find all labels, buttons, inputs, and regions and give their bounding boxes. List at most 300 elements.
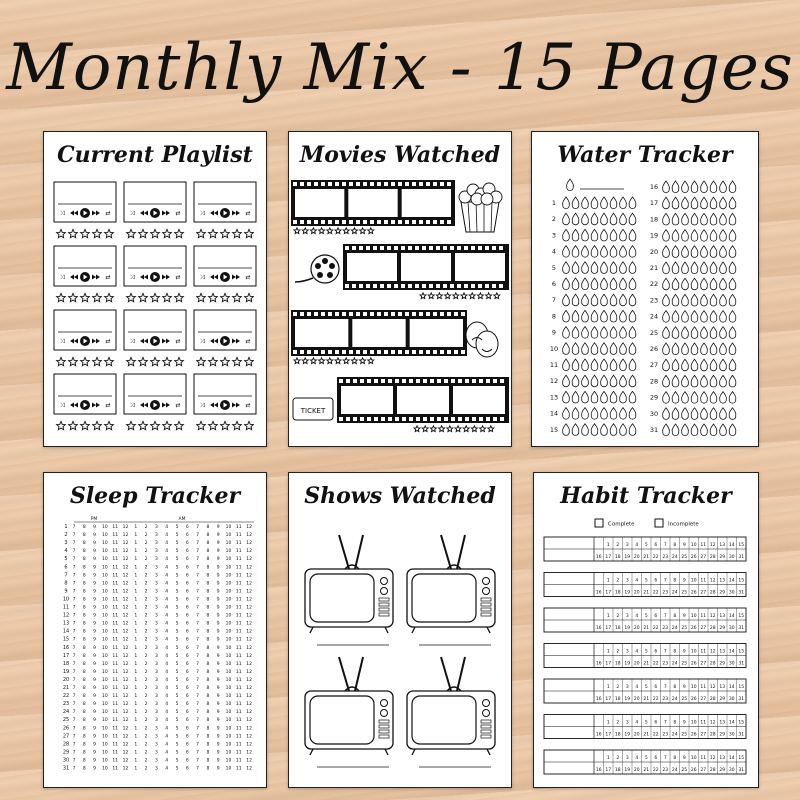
star-icon — [477, 293, 483, 299]
hour-label: 10 — [225, 710, 232, 716]
hour-label: 8 — [206, 589, 210, 595]
film-hole — [293, 312, 297, 316]
film-hole — [415, 284, 419, 288]
film-frame — [453, 386, 505, 414]
water-drop-icon — [691, 278, 698, 290]
film-hole — [464, 246, 468, 250]
complete-checkbox — [595, 519, 603, 527]
hour-label: 1 — [134, 589, 138, 595]
hour-label: 7 — [196, 661, 200, 667]
water-drop-icon — [601, 213, 608, 225]
hour-label: 10 — [225, 589, 232, 595]
water-drop-icon — [729, 424, 736, 436]
hour-label: 9 — [93, 605, 97, 611]
hour-label: 12 — [122, 734, 129, 740]
water-drop-icon — [620, 197, 627, 209]
star-icon — [175, 229, 184, 237]
water-drop-icon — [682, 181, 689, 193]
star-icon — [197, 229, 206, 237]
hour-label: 11 — [112, 565, 119, 571]
page-title: Water Tracker — [557, 142, 733, 168]
hour-label: 9 — [216, 565, 220, 571]
day-number: 12 — [709, 756, 716, 761]
day-number: 20 — [633, 661, 640, 667]
hour-label: 1 — [134, 565, 138, 571]
star-icon — [480, 426, 486, 432]
water-drop-icon — [620, 262, 627, 274]
day-number: 26 — [690, 661, 697, 667]
day-number: 19 — [62, 668, 70, 675]
day-number: 11 — [700, 649, 707, 655]
water-drop-icon — [701, 262, 708, 274]
page-current-playlist — [43, 131, 267, 447]
day-number: 25 — [681, 590, 688, 596]
hour-label: 3 — [154, 766, 158, 772]
day-number: 13 — [62, 620, 70, 627]
hour-label: 7 — [196, 653, 200, 659]
day-number: 7 — [663, 578, 667, 584]
star-icon — [139, 357, 148, 365]
hour-label: 11 — [112, 637, 119, 643]
tv-leg — [487, 627, 490, 633]
hour-label: 11 — [112, 621, 119, 627]
film-hole — [363, 182, 367, 186]
film-hole — [493, 379, 497, 383]
star-icon — [163, 357, 172, 365]
water-drop-icon — [729, 327, 736, 339]
water-drop-icon — [672, 213, 679, 225]
repeat-icon: ⇄ — [245, 274, 251, 281]
star-icon — [245, 229, 254, 237]
hour-label: 12 — [246, 557, 252, 563]
hour-label: 6 — [185, 645, 189, 651]
film-hole — [429, 284, 433, 288]
film-hole — [402, 417, 406, 421]
star-icon — [488, 426, 494, 432]
hour-label: 11 — [112, 597, 119, 603]
hour-label: 6 — [185, 589, 189, 595]
water-drop-icon — [682, 197, 689, 209]
hour-label: 12 — [122, 686, 129, 691]
hour-label: 9 — [93, 750, 97, 756]
water-drop-icon — [591, 262, 598, 274]
star-icon — [221, 357, 230, 365]
water-drop-icon — [610, 343, 617, 355]
film-hole — [307, 182, 311, 186]
water-drop-icon — [701, 375, 708, 387]
film-hole — [356, 220, 360, 224]
hour-label: 7 — [72, 573, 76, 579]
star-icon — [93, 293, 102, 301]
film-frame — [341, 386, 393, 414]
hour-label: 6 — [185, 653, 189, 659]
water-drop-icon — [682, 343, 689, 355]
star-icon — [343, 228, 349, 234]
film-hole — [486, 417, 490, 421]
water-drop-icon — [582, 213, 589, 225]
day-number: 31 — [738, 590, 745, 596]
water-drop-icon — [620, 310, 627, 322]
water-drop-icon — [729, 197, 736, 209]
hour-label: 7 — [72, 637, 76, 643]
day-number: 28 — [709, 732, 716, 738]
hour-label: 10 — [102, 653, 108, 659]
day-number: 23 — [662, 626, 669, 631]
film-hole — [426, 220, 430, 224]
hour-label: 2 — [144, 605, 148, 611]
water-drop-icon — [582, 246, 589, 258]
day-number: 13 — [549, 393, 559, 402]
film-hole — [349, 350, 353, 354]
page-title: Movies Watched — [299, 142, 501, 168]
day-number: 27 — [62, 733, 70, 740]
day-number: 21 — [649, 264, 659, 272]
hour-label: 2 — [144, 710, 148, 716]
hour-label: 3 — [154, 669, 158, 675]
day-number: 24 — [671, 697, 678, 702]
hour-label: 12 — [246, 758, 252, 764]
day-number: 29 — [719, 626, 726, 631]
film-frame — [352, 319, 405, 347]
shuffle-icon: ⤨ — [129, 274, 135, 281]
shuffle-icon: ⤨ — [59, 338, 65, 345]
hour-label: 7 — [196, 621, 200, 627]
hour-label: 12 — [122, 533, 129, 539]
film-hole — [419, 350, 423, 354]
day-number: 8 — [673, 685, 677, 690]
day-number: 18 — [614, 555, 621, 560]
hour-label: 8 — [82, 669, 86, 675]
film-hole — [342, 350, 346, 354]
hour-label: 11 — [235, 621, 242, 627]
film-hole — [381, 417, 385, 421]
day-number: 6 — [654, 649, 658, 655]
day-number: 14 — [728, 685, 735, 690]
hour-label: 10 — [225, 565, 232, 571]
hour-label: 12 — [122, 589, 129, 595]
day-number: 14 — [728, 578, 735, 584]
hour-label: 7 — [72, 702, 76, 708]
water-drop-icon — [729, 230, 736, 242]
day-number: 24 — [671, 626, 678, 631]
hour-label: 4 — [165, 758, 169, 764]
hour-label: 5 — [175, 549, 179, 555]
star-icon — [360, 358, 366, 364]
day-number: 15 — [738, 649, 745, 655]
film-hole — [359, 246, 363, 250]
water-drop-icon — [620, 391, 627, 403]
star-icon — [209, 421, 218, 429]
water-drop-icon — [591, 229, 598, 241]
hour-label: 5 — [175, 726, 179, 732]
film-hole — [398, 350, 402, 354]
repeat-icon: ⇄ — [175, 338, 181, 345]
hour-label: 10 — [102, 629, 108, 635]
tv-set-grid — [289, 473, 511, 787]
day-number: 10 — [690, 756, 697, 761]
repeat-icon: ⇄ — [175, 402, 181, 409]
hour-label: 6 — [185, 694, 189, 700]
water-drop-icon — [710, 424, 717, 436]
hour-label: 6 — [185, 605, 189, 611]
hour-label: 2 — [144, 533, 148, 539]
page-shows-watched — [288, 472, 512, 788]
star-icon — [209, 357, 218, 365]
hour-label: 12 — [122, 766, 129, 772]
day-number: 24 — [671, 732, 678, 738]
day-number: 28 — [649, 377, 659, 386]
hour-label: 12 — [246, 694, 252, 700]
day-number: 15 — [738, 543, 745, 548]
day-number: 26 — [62, 725, 70, 732]
star-icon — [127, 357, 136, 365]
film-hole — [423, 417, 427, 421]
film-hole — [384, 220, 388, 224]
hour-label: 3 — [154, 694, 158, 700]
water-drop-icon — [582, 391, 589, 403]
water-drop-icon — [663, 294, 670, 306]
day-number: 14 — [728, 756, 735, 761]
hour-label: 5 — [175, 686, 179, 691]
hour-label: 12 — [122, 758, 129, 764]
hour-label: 6 — [185, 766, 189, 772]
water-drop-icon — [601, 343, 608, 355]
day-number: 18 — [649, 215, 659, 224]
hour-label: 9 — [216, 581, 220, 587]
hour-label: 5 — [175, 750, 179, 756]
hour-label: 11 — [235, 645, 242, 651]
hour-label: 5 — [175, 621, 179, 627]
film-hole — [461, 350, 465, 354]
hour-label: 6 — [185, 533, 189, 539]
star-icon — [319, 228, 325, 234]
hour-label: 9 — [216, 637, 220, 643]
hour-label: 8 — [206, 750, 210, 756]
hour-label: 7 — [72, 557, 76, 563]
hour-label: 12 — [246, 750, 252, 756]
hour-label: 12 — [122, 645, 129, 651]
hour-label: 10 — [225, 549, 232, 555]
day-number: 7 — [663, 685, 667, 690]
hour-label: 1 — [134, 718, 138, 724]
water-drop-icon — [582, 359, 589, 371]
day-number: 15 — [738, 685, 745, 690]
water-drop-icon — [672, 230, 679, 242]
day-number: 10 — [690, 649, 697, 655]
day-number: 22 — [62, 693, 70, 700]
star-icon — [302, 358, 308, 364]
star-icon — [221, 421, 230, 429]
hour-label: 10 — [102, 597, 108, 603]
hour-label: 8 — [82, 742, 86, 748]
hour-label: 3 — [154, 533, 158, 539]
day-number: 23 — [662, 661, 669, 667]
hour-label: 7 — [196, 557, 200, 563]
water-drop-icon — [591, 327, 598, 339]
hour-label: 9 — [216, 549, 220, 555]
day-number: 6 — [654, 685, 658, 690]
hour-label: 7 — [72, 677, 76, 683]
film-hole — [429, 246, 433, 250]
water-drop-icon — [663, 181, 670, 193]
water-drop-icon — [710, 278, 717, 290]
water-drop-icon — [663, 359, 670, 371]
shuffle-icon: ⤨ — [199, 338, 205, 345]
hour-label: 9 — [216, 750, 220, 756]
water-drop-icon — [572, 262, 579, 274]
star-icon — [151, 357, 160, 365]
water-drop-icon — [582, 197, 589, 209]
day-number: 10 — [690, 720, 697, 726]
film-hole — [422, 284, 426, 288]
hour-label: 8 — [82, 533, 86, 539]
day-number: 2 — [64, 532, 68, 539]
film-hole — [401, 284, 405, 288]
hour-label: 12 — [246, 605, 252, 611]
hour-label: 2 — [144, 613, 148, 619]
hour-label: 9 — [216, 589, 220, 595]
water-drop-icon — [610, 391, 617, 403]
hour-label: 11 — [235, 758, 242, 764]
water-drop-icon — [572, 327, 579, 339]
hour-label: 10 — [225, 533, 232, 539]
water-drop-icon — [563, 375, 570, 387]
hour-label: 9 — [216, 621, 220, 627]
film-hole — [419, 312, 423, 316]
hour-label: 7 — [72, 669, 76, 675]
film-hole — [377, 182, 381, 186]
tv-speaker — [481, 725, 491, 728]
day-number: 10 — [690, 578, 697, 584]
hour-label: 7 — [72, 549, 76, 555]
day-number: 11 — [700, 720, 707, 726]
water-drop-icon — [591, 310, 598, 322]
film-hole — [461, 312, 465, 316]
hour-label: 8 — [206, 710, 210, 716]
water-drop-icon — [572, 359, 579, 371]
star-icon — [105, 357, 114, 365]
hour-label: 1 — [134, 750, 138, 756]
film-hole — [328, 182, 332, 186]
hour-label: 2 — [144, 597, 148, 603]
water-drop-icon — [710, 262, 717, 274]
day-number: 14 — [728, 543, 735, 548]
hour-label: 12 — [246, 677, 252, 683]
day-number: 23 — [662, 732, 669, 738]
hour-label: 6 — [185, 677, 189, 683]
star-icon — [127, 293, 136, 301]
water-drop-icon — [701, 278, 708, 290]
hour-label: 11 — [112, 629, 119, 635]
day-number: 1 — [606, 649, 610, 655]
hour-label: 8 — [82, 557, 86, 563]
hour-label: 7 — [72, 541, 76, 547]
water-drop-icon — [691, 343, 698, 355]
hour-label: 8 — [206, 742, 210, 748]
day-number: 15 — [738, 756, 745, 761]
water-drop-icon — [729, 343, 736, 355]
hour-label: 9 — [93, 621, 97, 627]
film-hole — [440, 312, 444, 316]
film-hole — [335, 220, 339, 224]
hour-label: 12 — [122, 710, 129, 716]
hour-label: 3 — [154, 686, 158, 691]
day-number: 25 — [681, 661, 688, 667]
water-drop-icon — [691, 375, 698, 387]
day-number: 21 — [62, 685, 70, 691]
water-drop-icon — [601, 262, 608, 274]
water-drop-icon — [682, 392, 689, 404]
film-hole — [307, 350, 311, 354]
day-number: 16 — [62, 644, 70, 651]
day-number: 14 — [62, 628, 70, 635]
hour-label: 2 — [144, 621, 148, 627]
day-number: 15 — [738, 578, 745, 584]
day-number: 30 — [62, 757, 70, 764]
hour-label: 8 — [82, 565, 86, 571]
film-hole — [293, 350, 297, 354]
tv-knob — [381, 588, 388, 595]
water-drop-icon — [691, 408, 698, 420]
day-number: 12 — [709, 649, 716, 655]
hour-label: 8 — [206, 581, 210, 587]
hour-label: 10 — [225, 677, 232, 683]
hour-label: 12 — [122, 702, 129, 708]
day-number: 16 — [595, 590, 602, 596]
water-drop-icon — [582, 375, 589, 387]
hour-label: 3 — [154, 653, 158, 659]
hour-label: 3 — [154, 629, 158, 635]
star-icon — [57, 229, 66, 237]
hour-label: 10 — [225, 637, 232, 643]
hour-label: 11 — [235, 726, 242, 732]
hour-label: 11 — [112, 669, 119, 675]
hour-label: 10 — [102, 557, 108, 563]
hour-label: 10 — [102, 710, 108, 716]
day-number: 19 — [624, 626, 631, 631]
water-drop-icon — [710, 213, 717, 225]
film-hole — [457, 246, 461, 250]
hour-label: 1 — [134, 726, 138, 732]
water-drop-icon — [701, 181, 708, 193]
hour-label: 4 — [165, 702, 169, 708]
antenna — [457, 657, 465, 691]
film-hole — [370, 350, 374, 354]
hour-label: 4 — [165, 613, 169, 619]
hour-label: 6 — [185, 734, 189, 740]
day-number: 30 — [728, 768, 735, 773]
star-icon — [463, 426, 469, 432]
hour-label: 7 — [72, 694, 76, 700]
water-drop-icon — [691, 311, 698, 323]
water-drop-icon — [691, 246, 698, 258]
hour-label: 8 — [206, 637, 210, 643]
water-drop-icon — [563, 408, 570, 420]
film-hole — [374, 417, 378, 421]
day-number: 7 — [551, 296, 557, 305]
water-drop-icon — [620, 327, 627, 339]
day-number: 26 — [649, 345, 659, 353]
star-icon — [105, 293, 114, 301]
hour-label: 7 — [72, 645, 76, 651]
water-drop-icon — [563, 229, 570, 241]
hour-label: 5 — [175, 694, 179, 700]
hour-label: 3 — [154, 589, 158, 595]
hour-label: 10 — [225, 541, 232, 547]
water-drop-icon — [720, 294, 727, 306]
film-hole — [485, 246, 489, 250]
star-icon — [127, 229, 136, 237]
